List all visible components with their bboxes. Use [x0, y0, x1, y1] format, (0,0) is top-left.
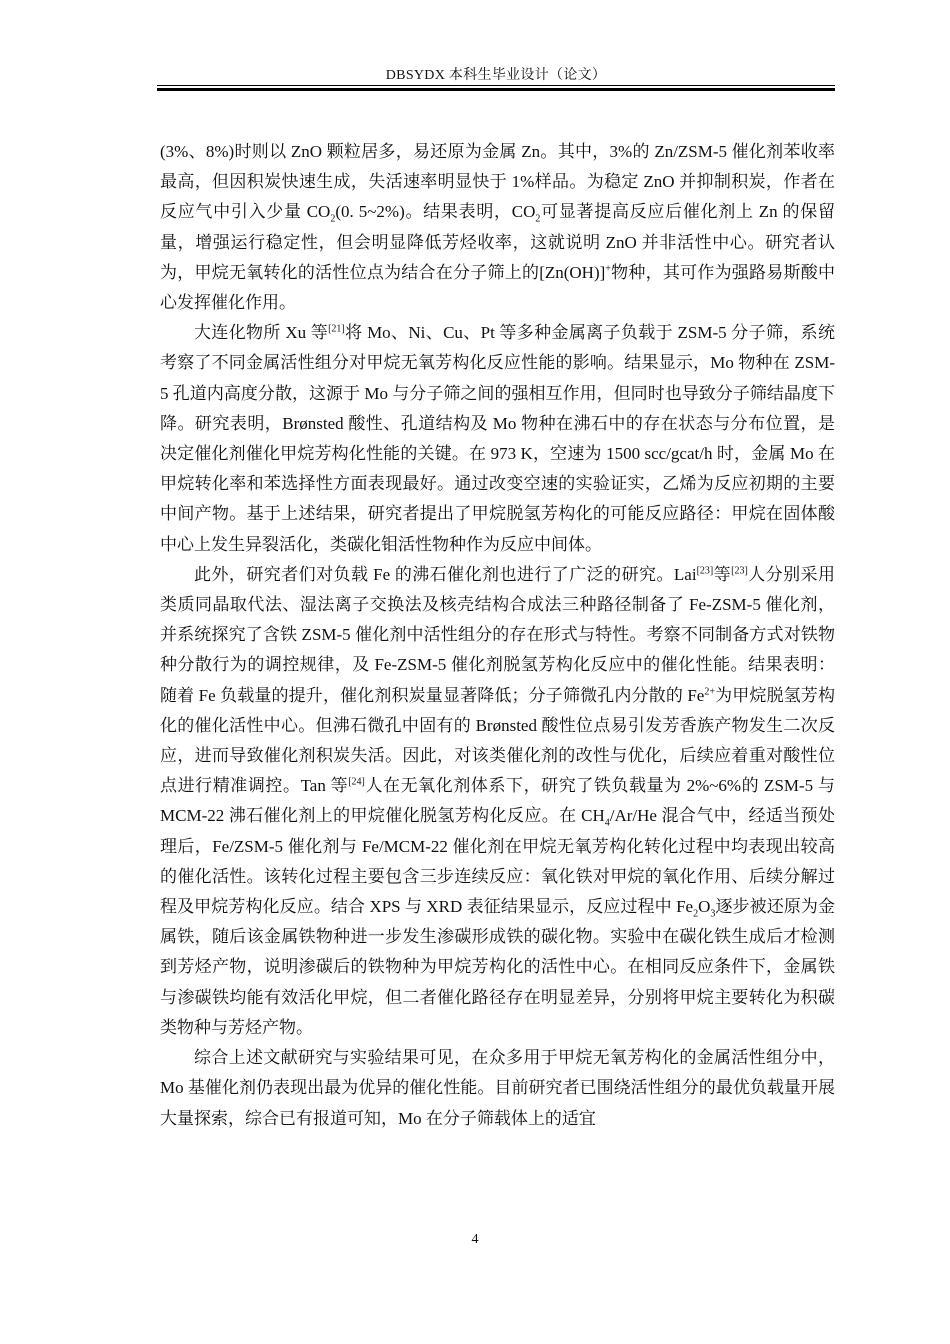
superscript: [23] [696, 565, 714, 577]
header-rule-thick [157, 88, 835, 91]
header-rule-thin [157, 85, 835, 86]
text-run: 大连化物所 Xu 等 [194, 323, 329, 343]
paragraph-3 [160, 560, 835, 1043]
text-run: 将 Mo、Ni、Cu、Pt 等多种金属离子负载于 ZSM-5 分子筛，系统考察了不同金属活性组分对甲烷无氧芳构化反应性能的影响。结果显示，Mo 物种在 ZSM-5 孔道内高度分散，这源于 Mo 与分子筛之间的强相互作用，但同时也导致分子筛结晶度下降。研究表明，Brønsted 酸性、孔道结构及 Mo 物种在沸石中的存在状态与分布位置，是决定催化剂催化甲烷芳构化性能的关键。在 973 K，空速为 1500 scc/gcat/h 时，金属 Mo 在甲烷转化率和苯选择性方面表现最好。通过改变空速的实验证实，乙烯为反应初期的主要中间产物。基于上述结果，研究者提出了甲烷脱氢芳构化的可能反应路径：甲烷在固体酸中心上发生异裂活化，类碳化钼活性物种作为反应中间体。 [160, 323, 835, 554]
text-run: 综合上述文献研究与实验结果可见，在众多用于甲烷无氧芳构化的金属活性组分中，Mo 基催化剂仍表现出最为优异的催化性能。目前研究者已围绕活性组分的最优负载量开展大量探索，综合已有报道可知，Mo 在分子筛载体上的适宜 [160, 1048, 835, 1128]
subscript: 2 [330, 213, 336, 225]
superscript: 2+ [704, 686, 715, 697]
text-run: (3%、8%)时则以 ZnO 颗粒居多，易还原为金属 Zn。其中，3%的 Zn/ZSM-5 催化剂苯收率最高，但因积炭快速生成，失活速率明显快于 1%样品。为稳定 ZnO 并抑制积炭，作者在反应气中引入少量 CO [160, 142, 835, 222]
text-run: 等 [713, 564, 732, 584]
paragraph-4 [160, 1043, 835, 1134]
paragraph-2 [160, 318, 835, 560]
subscript: 2 [693, 908, 699, 920]
page-number: 4 [471, 1232, 479, 1247]
text-run: O [698, 897, 711, 917]
text-run: 人分别采用类质同晶取代法、湿法离子交换法及核壳结构合成法三种路径制备了 Fe-ZSM-5 催化剂，并系统探究了含铁 ZSM-5 催化剂中活性组分的存在形式与特性。考察不同制备方式对铁物种分散行为的调控规律，及 Fe-ZSM-5 催化剂脱氢芳构化反应中的催化性能。结果表明：随着 Fe 负载量的提升，催化剂积炭量显著降低；分子筛微孔内分散的 Fe [160, 564, 836, 705]
subscript: 4 [604, 817, 610, 829]
superscript: [21] [328, 323, 345, 335]
text-run: 物种，其可作为强路易斯酸中心发挥催化作用。 [160, 262, 835, 313]
superscript: [23] [731, 565, 748, 577]
text-run: 此外，研究者们对负载 Fe 的沸石催化剂也进行了广泛的研究。Lai [194, 564, 697, 584]
text-run: 逐步被还原为金属铁，随后该金属铁物种进一步发生渗碳形成铁的碳化物。实验中在碳化铁生成后才检测到芳烃产物，说明渗碳后的铁物种为甲烷芳构化的活性中心。在相同反应条件下，金属铁与渗碳铁均能有效活化甲烷，但二者催化路径存在明显差异，分别将甲烷主要转化为积碳类物种与芳烃产物。 [160, 897, 836, 1037]
body-text [160, 137, 835, 1134]
subscript: 2 [535, 213, 541, 225]
paragraph-1 [160, 137, 835, 318]
text-run: (0. 5~2%)。结果表明，CO [335, 202, 536, 222]
superscript: + [605, 263, 611, 275]
text-run: 为甲烷脱氢芳构化的催化活性中心。但沸石微孔中固有的 Brønsted 酸性位点易引发芳香族产物发生二次反应，进而导致催化剂积炭失活。因此，对该类催化剂的改性与优化，后续应着重对酸性位点进行精准调控。Tan 等 [160, 685, 836, 796]
superscript: [24] [348, 776, 365, 788]
subscript: 3 [710, 908, 716, 920]
text-run: 人在无氧化剂体系下，研究了铁负载量为 2%~6%的 ZSM-5 与 MCM-22 沸石催化剂上的甲烷催化脱氢芳构化反应。在 CH [160, 776, 835, 826]
text-run: /Ar/He 混合气中，经适当预处理后，Fe/ZSM-5 催化剂与 Fe/MCM-22 催化剂在甲烷无氧芳构化转化过程中均表现出较高的催化活性。该转化过程主要包含三步连续反应：氧化铁对甲烷的氧化作用、后续分解过程及甲烷芳构化反应。结合 XPS 与 XRD 表征结果显示，反应过程中 Fe [160, 806, 835, 917]
text-run: 可显著提高反应后催化剂上 Zn 的保留量，增强运行稳定性，但会明显降低芳烃收率，这就说明 ZnO 并非活性中心。研究者认为，甲烷无氧转化的活性位点为结合在分子筛上的[Zn(OH)] [160, 202, 835, 282]
page-header: DBSYDX 本科生毕业设计（论文） [385, 68, 607, 83]
